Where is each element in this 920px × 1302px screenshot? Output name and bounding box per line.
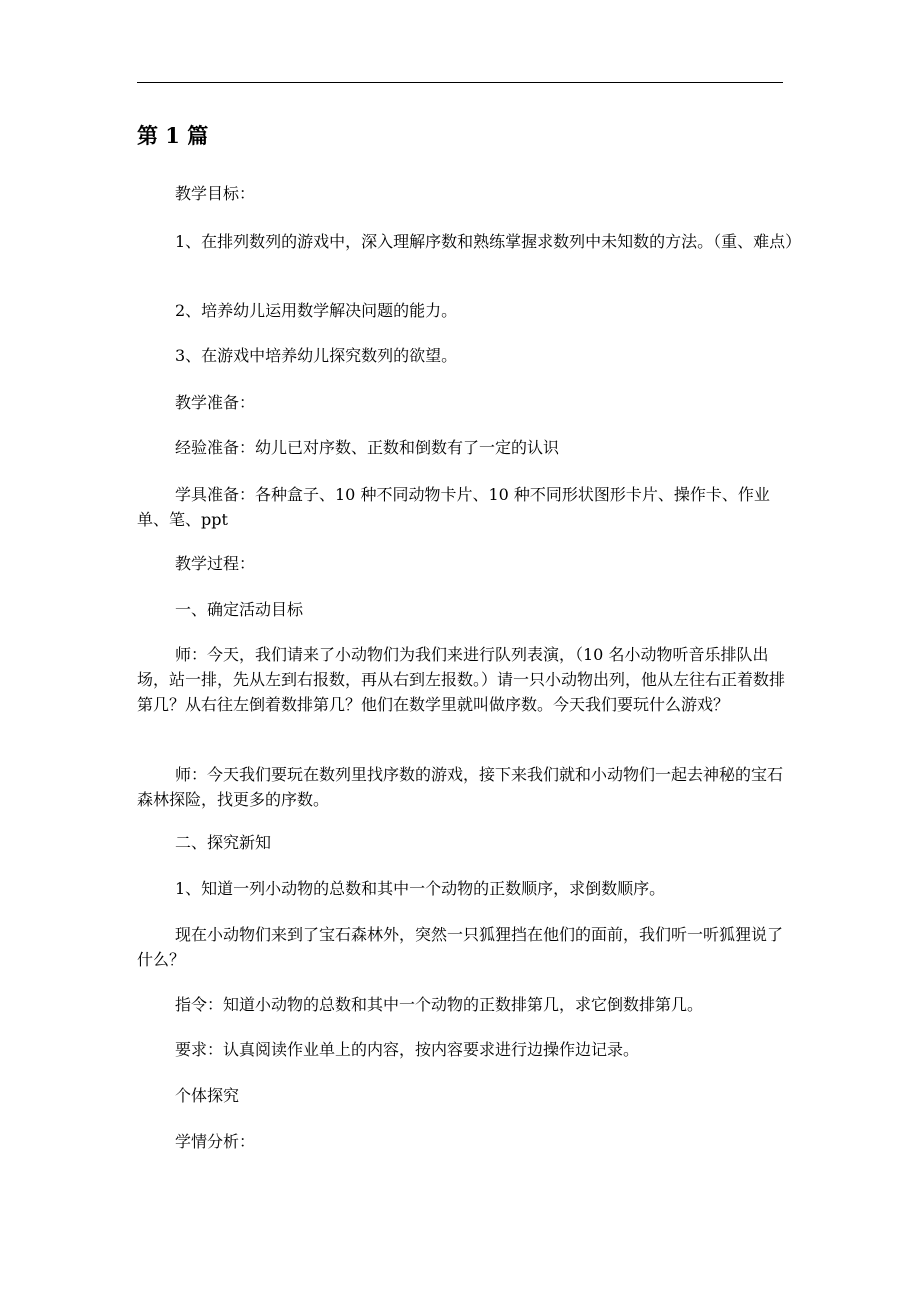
paragraph-individual-exploration: 个体探究 <box>175 1086 240 1105</box>
paragraph-goal-1: 1、在排列数列的游戏中，深入理解序数和熟练掌握求数列中未知数的方法。（重、难点） <box>175 232 802 251</box>
paragraph-preparation-heading: 教学准备： <box>175 393 256 412</box>
page-title: 第 1 篇 <box>137 123 209 148</box>
paragraph-learning-analysis: 学情分析： <box>175 1132 256 1151</box>
paragraph-teacher-game: 师：今天我们要玩在数列里找序数的游戏，接下来我们就和小动物们一起去神秘的宝石森林探险，找更多的序数。 <box>137 765 784 809</box>
paragraph-teacher-intro: 师：今天，我们请来了小动物们为我们来进行队列表演，（10 名小动物听音乐排队出场，站一排，先从左到右报数，再从右到左报数。）请一只小动物出列，他从左往右正着数排第几？从右往左倒着数排第几？他们在数学里就叫做序数。今天我们要玩什么游戏？ <box>137 645 786 714</box>
paragraph-fox-story: 现在小动物们来到了宝石森林外，突然一只狐狸挡在他们的面前，我们听一听狐狸说了什么？ <box>137 925 784 969</box>
paragraph-goal-3: 3、在游戏中培养幼儿探究数列的欲望。 <box>175 346 458 365</box>
paragraph-process-heading: 教学过程： <box>175 554 256 573</box>
paragraph-goal-2: 2、培养幼儿运用数学解决问题的能力。 <box>175 301 458 320</box>
paragraph-instruction: 指令：知道小动物的总数和其中一个动物的正数排第几，求它倒数排第几。 <box>175 995 704 1014</box>
paragraph-requirement: 要求：认真阅读作业单上的内容，按内容要求进行边操作边记录。 <box>175 1040 640 1059</box>
paragraph-teaching-goals-heading: 教学目标： <box>175 184 256 203</box>
paragraph-materials-prep: 学具准备：各种盒子、10 种不同动物卡片、10 种不同形状图形卡片、操作卡、作业单、笔、ppt <box>137 485 770 529</box>
header-rule <box>137 82 783 83</box>
paragraph-experience-prep: 经验准备：幼儿已对序数、正数和倒数有了一定的认识 <box>175 438 560 457</box>
paragraph-task-1: 1、知道一列小动物的总数和其中一个动物的正数顺序，求倒数顺序。 <box>175 879 666 898</box>
paragraph-section-2-heading: 二、探究新知 <box>175 833 272 852</box>
paragraph-section-1-heading: 一、确定活动目标 <box>175 600 304 619</box>
